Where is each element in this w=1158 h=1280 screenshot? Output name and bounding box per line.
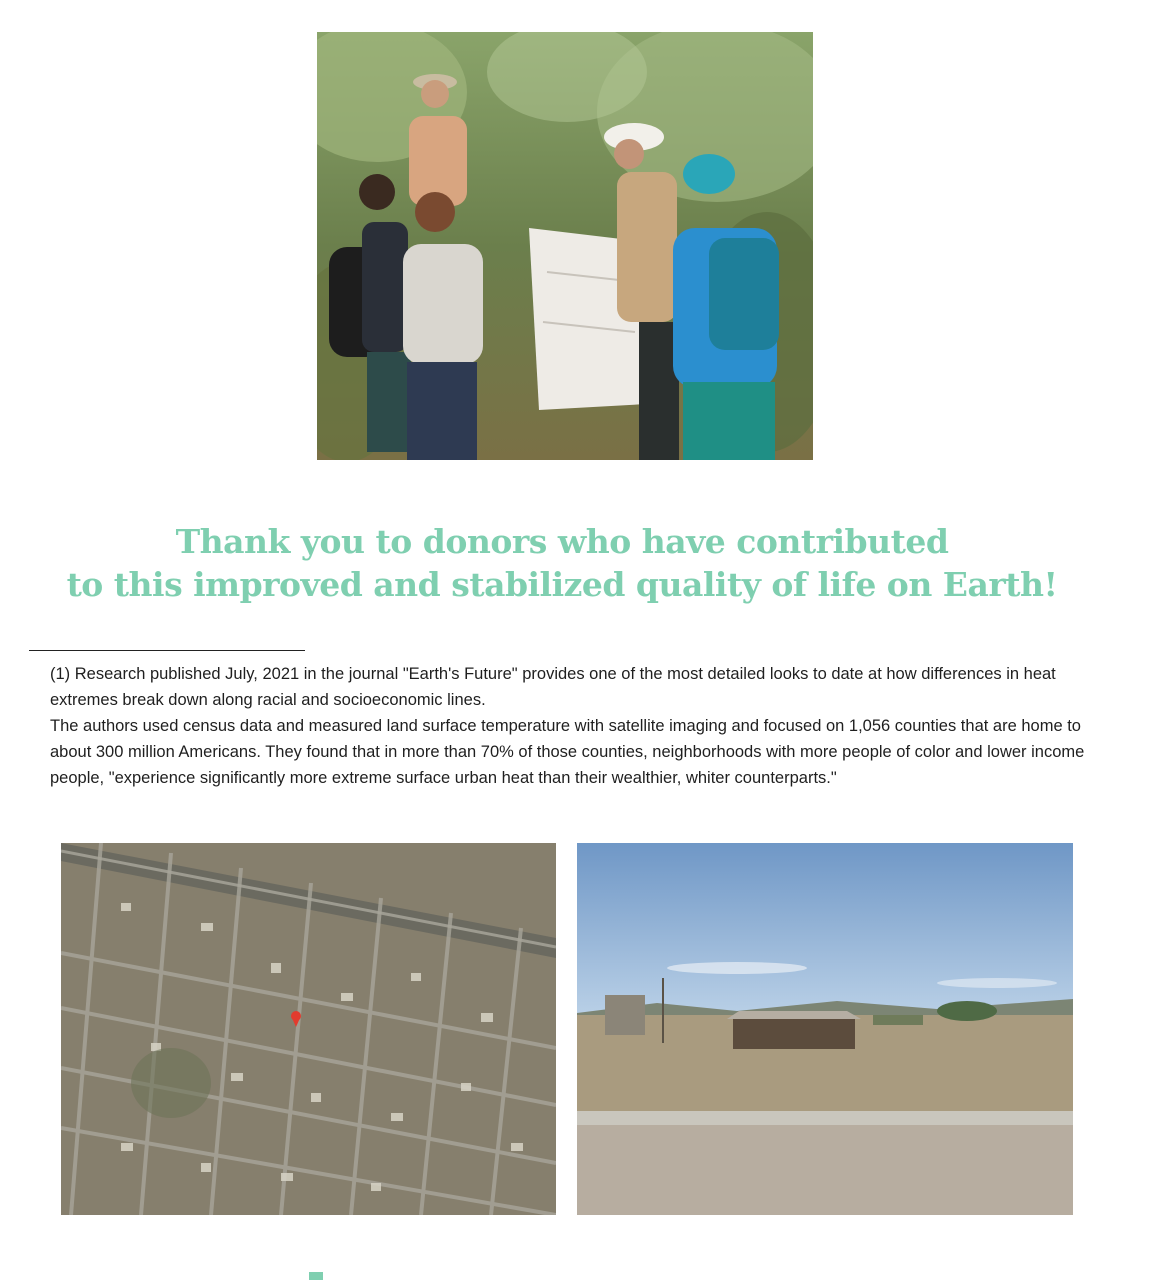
footnote-paragraph-1: (1) Research published July, 2021 in the journal "Earth's Future" provides one of the most detailed looks to date at how differences in heat extremes break down along racial and socioeconomic lines. bbox=[50, 665, 1056, 709]
satellite-map-image bbox=[61, 843, 556, 1215]
street-view-image bbox=[577, 843, 1073, 1215]
footnote bbox=[50, 661, 1115, 791]
footnote-paragraph-2: The authors used census data and measured land surface temperature with satellite imaging and focused on 1,056 counties that are home to about 300 million Americans. They found that in more than 70% of those counties, neighborhoods with more people of color and lower income people, "experience significantly more extreme surface urban heat than their wealthier, whiter counterparts." bbox=[50, 717, 1085, 787]
thank-you-line-1: Thank you to donors who have contributed bbox=[175, 522, 949, 561]
field-team-photo bbox=[317, 32, 813, 460]
accent-mark bbox=[309, 1272, 323, 1280]
footnote-divider bbox=[29, 650, 305, 651]
thank-you-line-2: to this improved and stabilized quality of life on Earth! bbox=[66, 565, 1058, 604]
thank-you-message bbox=[0, 520, 1124, 606]
